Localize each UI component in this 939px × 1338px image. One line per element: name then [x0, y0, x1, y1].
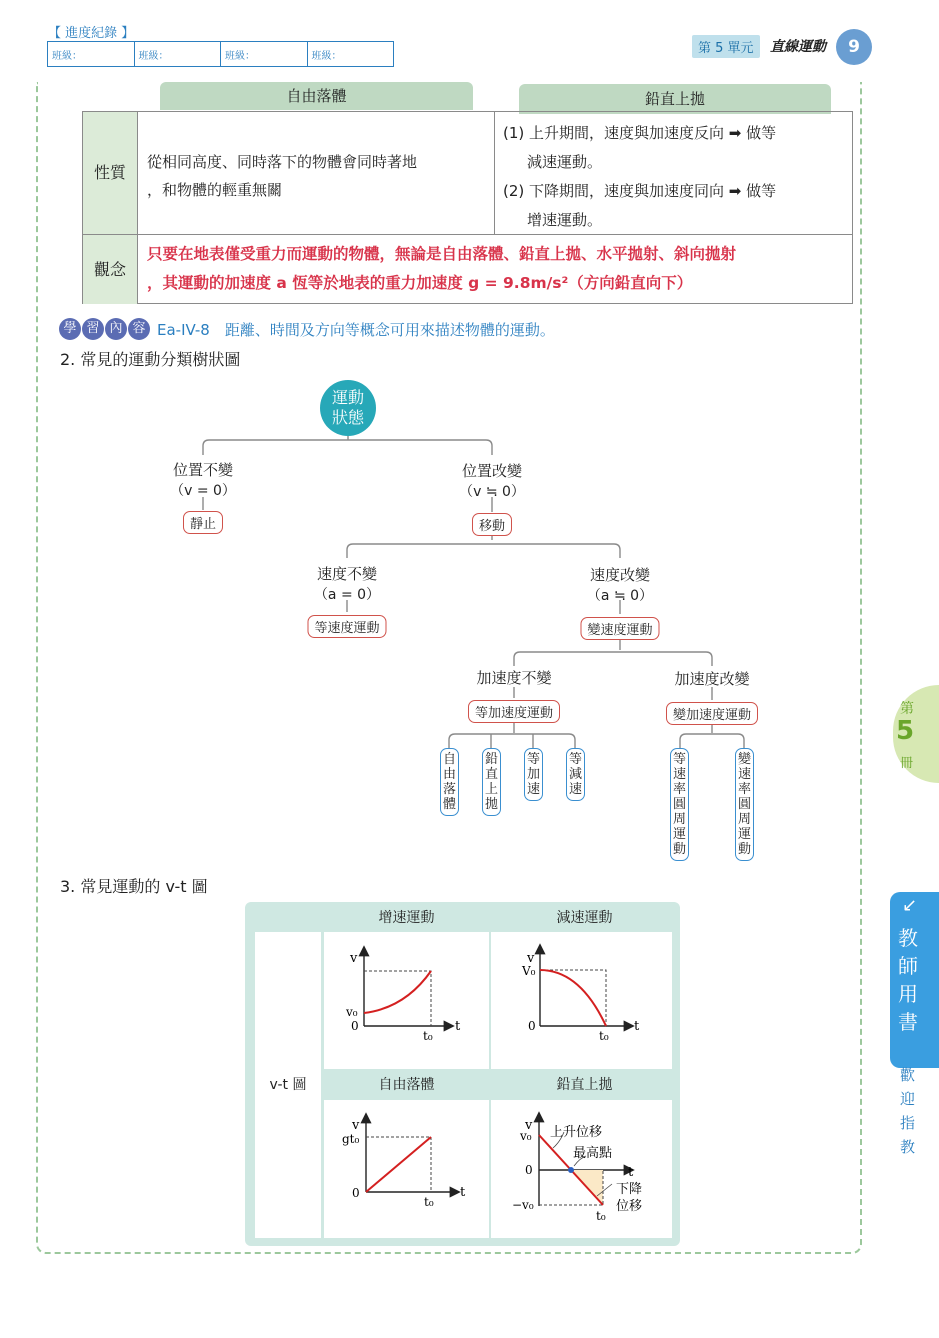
vt-header-vertical-throw: 鉛直上拋 — [491, 1071, 678, 1099]
svg-text:下降: 下降 — [616, 1182, 643, 1197]
vt-header-accelerating: 增速運動 — [324, 904, 489, 932]
node-velocity-change: 速度改變 （a ≒ 0） — [586, 566, 654, 604]
teacher-tab-char: 用 — [898, 982, 918, 1006]
node-velocity-fixed: 速度不變 （a = 0） — [313, 565, 381, 603]
progress-record-title: 【 進度紀錄 】 — [48, 26, 135, 41]
svg-text:v: v — [352, 1118, 360, 1133]
svg-text:0: 0 — [525, 1163, 533, 1177]
learning-content-badge: 學 習 內 容 — [59, 318, 150, 340]
node-position-change: 位置改變 （v ≒ 0） — [459, 462, 525, 500]
svg-text:v₀: v₀ — [346, 1005, 358, 1019]
svg-text:v: v — [527, 951, 535, 966]
vt-row-label: v-t 圖 — [269, 1077, 307, 1093]
node-position-fixed: 位置不變 （v = 0） — [170, 461, 236, 499]
class-cell[interactable]: 班級： — [311, 51, 342, 62]
node-acceleration-change: 加速度改變 — [674, 670, 750, 688]
graph-vertical-throw — [512, 1114, 642, 1223]
svg-text:V₀: V₀ — [522, 964, 536, 978]
column-header-vertical-throw: 鉛直上拋 — [519, 84, 831, 114]
leaf-uniform-accelerating: 等加速 — [524, 748, 543, 801]
leaf-variable-circular: 變速率圓周運動 — [735, 748, 754, 861]
svg-text:v: v — [350, 951, 358, 966]
svg-text:t₀: t₀ — [424, 1195, 434, 1209]
svg-text:位移: 位移 — [616, 1199, 643, 1214]
node-acceleration-fixed: 加速度不變 — [476, 669, 552, 687]
welcome-char: 迎 — [900, 1090, 916, 1108]
teacher-tab-char: 師 — [898, 954, 918, 978]
teacher-tab-char: 書 — [898, 1010, 918, 1034]
page-number: 9 — [836, 29, 872, 65]
svg-text:t: t — [634, 1019, 640, 1034]
svg-text:t: t — [628, 1165, 634, 1180]
svg-text:t: t — [455, 1019, 461, 1034]
row-label-property: 性質 — [83, 112, 137, 234]
welcome-char: 指 — [900, 1114, 916, 1132]
column-header-free-fall: 自由落體 — [160, 82, 473, 110]
leaf-uniform-circular: 等速率圓周運動 — [670, 748, 689, 861]
leaf-free-fall: 自由落體 — [440, 748, 459, 816]
concept-text: 只要在地表僅受重力而運動的物體，無論是自由落體、鉛直上拋、水平拋射、斜向拋射 ，其運動的加速度 a 恆等於地表的重力加速度 g = 9.8m/s²（方向鉛直向下） — [147, 245, 737, 292]
arrow-icon: ↙ — [902, 895, 918, 916]
teacher-tab-char: 教 — [898, 926, 918, 950]
svg-text:0: 0 — [528, 1019, 536, 1033]
svg-text:t₀: t₀ — [599, 1029, 609, 1043]
svg-text:t: t — [460, 1185, 466, 1200]
unit-title: 直線運動 — [770, 39, 826, 55]
leaf-vertical-throw: 鉛直上拋 — [482, 748, 501, 816]
svg-text:gt₀: gt₀ — [342, 1132, 360, 1146]
welcome-char: 教 — [900, 1138, 916, 1156]
row-label-concept: 觀念 — [83, 235, 137, 304]
svg-text:t₀: t₀ — [423, 1029, 433, 1043]
volume-tab-label: 冊 — [900, 756, 914, 771]
vt-header-free-fall: 自由落體 — [324, 1071, 489, 1099]
svg-text:0: 0 — [352, 1186, 360, 1200]
leaf-uniform-velocity: 等速度運動 — [307, 615, 386, 638]
volume-tab-label: 第 — [900, 701, 914, 717]
learning-content-text: Ea-IV-8 距離、時間及方向等概念可用來描述物體的運動。 — [157, 321, 555, 339]
svg-text:v: v — [525, 1118, 533, 1133]
svg-text:v₀: v₀ — [520, 1129, 532, 1143]
class-cell[interactable]: 班級： — [48, 42, 135, 66]
node-variable-acceleration: 變加速度運動 — [666, 702, 758, 725]
class-cell[interactable]: 班級： — [135, 42, 222, 66]
leaf-uniform-decelerating: 等減速 — [566, 748, 585, 801]
svg-text:上升位移: 上升位移 — [550, 1125, 603, 1140]
section-3-title: 3. 常見運動的 v-t 圖 — [60, 877, 208, 896]
class-cell[interactable]: 班級： — [221, 42, 308, 66]
svg-text:−v₀: −v₀ — [512, 1198, 534, 1212]
section-2-title: 2. 常見的運動分類樹狀圖 — [60, 350, 241, 369]
graph-free-fall — [342, 1115, 466, 1209]
graph-accelerating — [345, 948, 461, 1043]
volume-tab-number: 5 — [896, 716, 915, 746]
leaf-static: 靜止 — [183, 511, 223, 534]
svg-text:0: 0 — [351, 1019, 359, 1033]
unit-tag: 第 5 單元 — [692, 35, 760, 58]
welcome-char: 歡 — [900, 1066, 916, 1084]
node-uniform-acceleration: 等加速度運動 — [468, 700, 560, 723]
vt-header-decelerating: 減速運動 — [491, 904, 678, 932]
free-fall-property: 從相同高度、同時落下的物體會同時著地 ，和物體的輕重無關 — [147, 153, 418, 199]
svg-text:t₀: t₀ — [596, 1209, 606, 1223]
svg-text:最高點: 最高點 — [573, 1146, 613, 1161]
vertical-throw-property: (1) 上升期間，速度與加速度反向 ➡ 做等 減速運動。 (2) 下降期間，速度與加速度同向 ➡ 做等 增速運動。 — [503, 124, 777, 229]
root-node-motion-state: 運動 狀態 — [320, 380, 376, 436]
graph-decelerating — [521, 946, 640, 1043]
node-moving: 移動 — [472, 513, 512, 536]
node-variable-velocity: 變速度運動 — [580, 617, 659, 640]
